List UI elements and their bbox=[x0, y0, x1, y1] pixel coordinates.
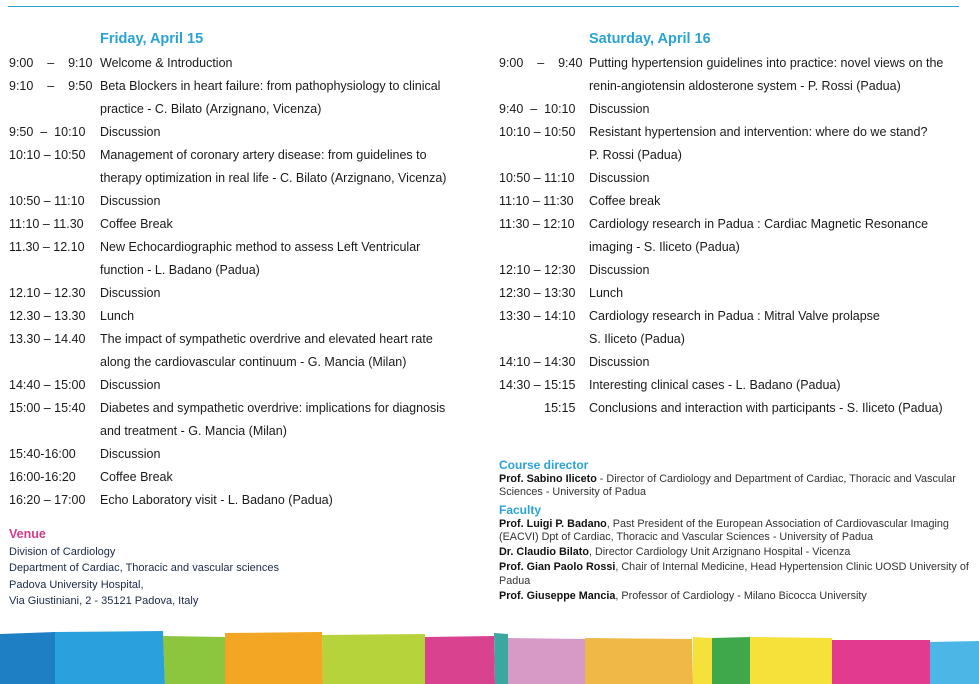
color-band bbox=[322, 634, 425, 684]
color-band bbox=[55, 631, 165, 684]
venue-line: Via Giustiniani, 2 - 35121 Padova, Italy bbox=[9, 595, 199, 607]
session-time: 14:30 – 15:15 bbox=[499, 378, 576, 392]
venue-line: Division of Cardiology bbox=[9, 545, 116, 558]
session-time: 15:00 – 15:40 bbox=[9, 401, 86, 415]
person-name: Prof. Gian Paolo Rossi bbox=[499, 561, 616, 574]
session-time: 14:40 – 15:00 bbox=[9, 378, 86, 392]
session-time: 9:00 – 9:40 bbox=[499, 56, 583, 70]
session-time: 12:10 – 12:30 bbox=[499, 263, 576, 277]
color-band-footer bbox=[0, 628, 979, 684]
session-title: Discussion bbox=[589, 171, 650, 185]
schedule-row bbox=[9, 305, 479, 328]
schedule-row bbox=[9, 397, 479, 443]
session-title: Beta Blockers in heart failure: from pathophysiology to clinical practice - C. Bilato (Arzignano, Vicenza) bbox=[100, 79, 441, 116]
session-time: 11:10 – 11.30 bbox=[9, 217, 84, 231]
schedule-row bbox=[499, 167, 969, 190]
color-band bbox=[585, 638, 693, 684]
session-title: Discussion bbox=[100, 194, 161, 208]
schedule-row bbox=[9, 213, 479, 236]
session-title: Lunch bbox=[589, 286, 624, 300]
session-title: New Echocardiographic method to assess Left Ventricular function - L. Badano (Padua) bbox=[100, 240, 421, 277]
session-title: Discussion bbox=[100, 378, 161, 392]
color-band bbox=[225, 632, 323, 684]
session-title: Discussion bbox=[589, 263, 650, 277]
schedule-row bbox=[9, 328, 479, 374]
person-detail: , Professor of Cardiology - Milano Bicocca University bbox=[615, 590, 867, 603]
session-title: Management of coronary artery disease: from guidelines to therapy optimization in real life - C. Bilato (Arzignano, Vicenza) bbox=[100, 148, 447, 185]
person-detail: - Director of Cardiology and Department of Cardiac, Thoracic and Vascular Sciences - University of Padua bbox=[499, 473, 956, 499]
schedule-row bbox=[9, 52, 479, 75]
color-band bbox=[750, 637, 832, 684]
saturday-schedule bbox=[499, 52, 969, 420]
session-time: 11:30 – 12:10 bbox=[499, 217, 575, 231]
person-name: Dr. Claudio Bilato bbox=[499, 546, 589, 559]
friday-title: Friday, April 15 bbox=[100, 31, 204, 47]
session-title: Discussion bbox=[589, 102, 650, 116]
session-title: Coffee break bbox=[589, 194, 661, 208]
session-title: Conclusions and interaction with participants - S. Iliceto (Padua) bbox=[589, 401, 943, 415]
course-director-entry bbox=[499, 473, 969, 500]
schedule-row bbox=[499, 351, 969, 374]
faculty-entry bbox=[499, 590, 969, 603]
session-title: Cardiology research in Padua : Cardiac Magnetic Resonance imaging - S. Iliceto (Padua) bbox=[589, 217, 929, 254]
color-band bbox=[494, 633, 508, 684]
color-band bbox=[0, 632, 55, 684]
schedule-row bbox=[9, 121, 479, 144]
session-title: Cardiology research in Padua : Mitral Valve prolapse S. Iliceto (Padua) bbox=[589, 309, 880, 346]
session-time: 9:50 – 10:10 bbox=[9, 125, 86, 139]
person-name: Prof. Luigi P. Badano bbox=[499, 517, 607, 530]
color-band bbox=[712, 637, 750, 684]
session-time: 9:40 – 10:10 bbox=[499, 102, 576, 116]
color-band bbox=[693, 637, 712, 684]
session-time: 16:20 – 17:00 bbox=[9, 493, 86, 507]
session-title: Putting hypertension guidelines into practice: novel views on the renin-angiotensin aldosterone system - P. Rossi (Padua) bbox=[589, 56, 944, 93]
schedule-row bbox=[499, 305, 969, 351]
schedule-row bbox=[499, 397, 969, 420]
schedule-row bbox=[9, 466, 479, 489]
color-band bbox=[163, 636, 225, 684]
session-time: 12:30 – 13:30 bbox=[499, 286, 576, 300]
schedule-row bbox=[499, 121, 969, 167]
venue-title: Venue bbox=[9, 527, 46, 541]
person-name: Prof. Giuseppe Mancia bbox=[499, 590, 616, 603]
session-title: Diabetes and sympathetic overdrive: implications for diagnosis and treatment - G. Mancia (Milan) bbox=[100, 401, 446, 438]
schedule-row bbox=[9, 443, 479, 466]
color-band bbox=[832, 640, 930, 684]
session-title: Lunch bbox=[100, 309, 135, 323]
session-title: Discussion bbox=[589, 355, 650, 369]
session-title: Welcome & Introduction bbox=[100, 56, 233, 70]
color-band bbox=[930, 641, 979, 684]
session-title: Discussion bbox=[100, 286, 161, 300]
session-title: Echo Laboratory visit - L. Badano (Padua) bbox=[100, 493, 333, 507]
color-band bbox=[508, 638, 585, 684]
venue-line: Padova University Hospital, bbox=[9, 578, 144, 591]
session-title: Coffee Break bbox=[100, 470, 173, 484]
schedule-row bbox=[499, 213, 969, 259]
schedule-row bbox=[9, 75, 479, 121]
schedule-row bbox=[9, 144, 479, 190]
session-time: 10:50 – 11:10 bbox=[499, 171, 575, 185]
friday-schedule bbox=[9, 52, 479, 512]
session-time: 15:40-16:00 bbox=[9, 447, 76, 461]
session-time: 9:10 – 9:50 bbox=[9, 79, 93, 93]
session-title: Discussion bbox=[100, 447, 161, 461]
schedule-row bbox=[9, 190, 479, 213]
session-title: Interesting clinical cases - L. Badano (Padua) bbox=[589, 378, 841, 392]
schedule-row bbox=[9, 236, 479, 282]
person-detail: , Past President of the European Association of Cardiovascular Imaging (EACVI) Dpt of Cardiac, Thoracic and Vascular Sciences - University of Padua bbox=[499, 517, 949, 543]
saturday-title: Saturday, April 16 bbox=[589, 31, 711, 47]
session-time: 12.10 – 12.30 bbox=[9, 286, 86, 300]
top-rule bbox=[8, 6, 959, 7]
schedule-row bbox=[499, 190, 969, 213]
session-time: 10:10 – 10:50 bbox=[499, 125, 576, 139]
session-title: The impact of sympathetic overdrive and elevated heart rate along the cardiovascular continuum - G. Mancia (Milan) bbox=[100, 332, 433, 369]
session-title: Discussion bbox=[100, 125, 161, 139]
session-time: 10:50 – 11:10 bbox=[9, 194, 85, 208]
session-title: Resistant hypertension and intervention: where do we stand? P. Rossi (Padua) bbox=[589, 125, 928, 162]
session-time: 13:30 – 14:10 bbox=[499, 309, 576, 323]
schedule-row bbox=[499, 259, 969, 282]
session-time: 15:15 bbox=[499, 401, 576, 415]
session-time: 14:10 – 14:30 bbox=[499, 355, 576, 369]
session-time: 11.30 – 12.10 bbox=[9, 240, 85, 254]
person-name: Prof. Sabino Iliceto bbox=[499, 473, 597, 485]
faculty-entry bbox=[499, 546, 969, 559]
venue-line: Department of Cardiac, Thoracic and vascular sciences bbox=[9, 562, 280, 574]
session-time: 9:00 – 9:10 bbox=[9, 56, 93, 70]
color-band bbox=[425, 636, 495, 684]
organizers-block bbox=[499, 457, 969, 605]
faculty-entry bbox=[499, 518, 969, 545]
schedule-row bbox=[9, 489, 479, 512]
schedule-row bbox=[499, 52, 969, 98]
session-time: 13.30 – 14.40 bbox=[9, 332, 86, 346]
faculty-title: Faculty bbox=[499, 502, 542, 517]
venue-block bbox=[9, 526, 279, 610]
schedule-row bbox=[9, 282, 479, 305]
schedule-row bbox=[499, 98, 969, 121]
schedule-row bbox=[499, 282, 969, 305]
session-time: 11:10 – 11:30 bbox=[499, 194, 574, 208]
person-detail: , Director Cardiology Unit Arzignano Hospital - Vicenza bbox=[588, 546, 851, 559]
course-director-title: Course director bbox=[499, 458, 589, 472]
session-time: 10:10 – 10:50 bbox=[9, 148, 86, 162]
session-time: 16:00-16:20 bbox=[9, 470, 76, 484]
schedule-row bbox=[9, 374, 479, 397]
session-time: 12.30 – 13.30 bbox=[9, 309, 86, 323]
faculty-entry bbox=[499, 561, 969, 588]
person-detail: , Chair of Internal Medicine, Head Hypertension Clinic UOSD University of Padua bbox=[499, 561, 969, 587]
schedule-row bbox=[499, 374, 969, 397]
session-title: Coffee Break bbox=[100, 217, 173, 231]
